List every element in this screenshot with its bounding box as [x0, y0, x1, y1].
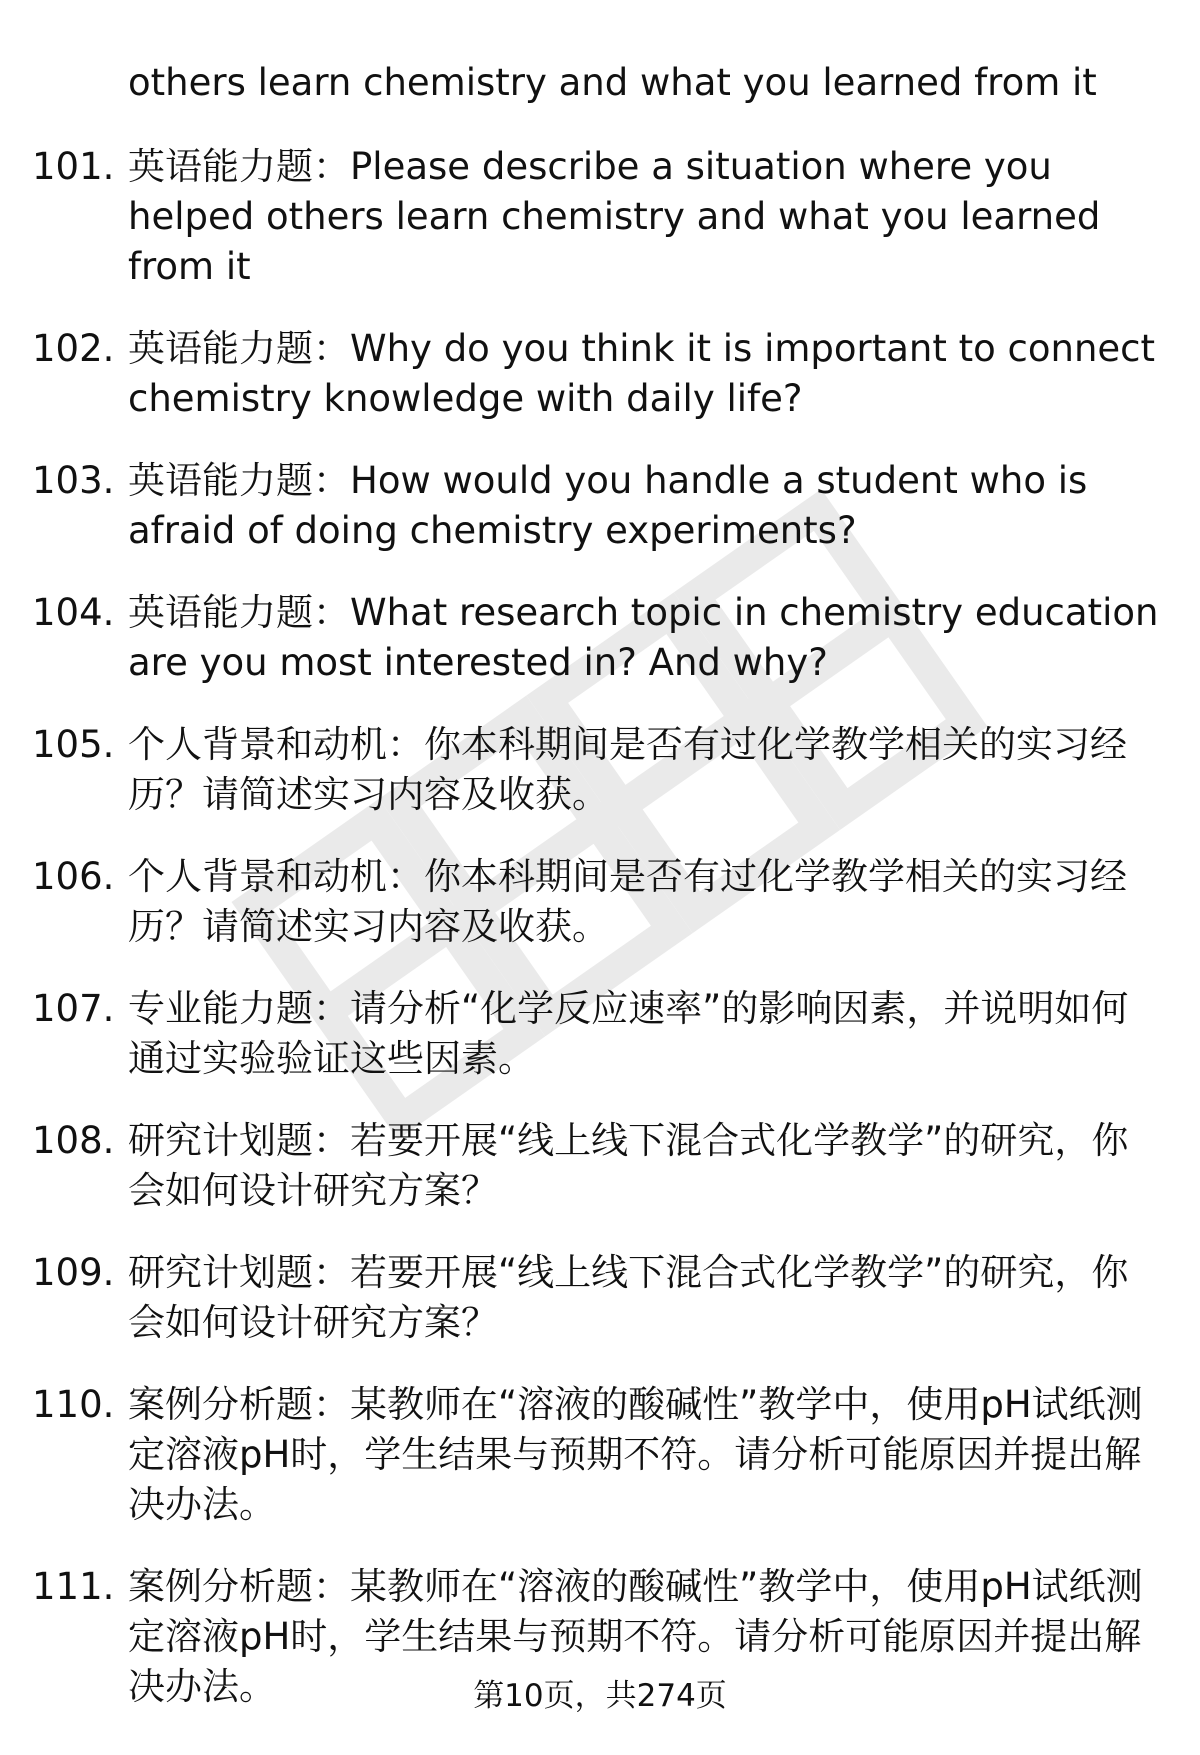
question-number: 107. — [32, 987, 115, 1030]
question-text: 研究计划题：若要开展“线上线下混合式化学教学”的研究，你会如何设计研究方案？ — [128, 1251, 1129, 1344]
question-text: 案例分析题：某教师在“溶液的酸碱性”教学中，使用pH试纸测定溶液pH时，学生结果与预期不符。请分析可能原因并提出解决办法。 — [128, 1565, 1143, 1708]
question-number: 106. — [32, 855, 115, 898]
question-item — [0, 1116, 1200, 1216]
question-list — [0, 142, 1200, 1744]
question-number: 105. — [32, 723, 115, 766]
question-number: 101. — [32, 145, 115, 188]
question-text: 个人背景和动机：你本科期间是否有过化学教学相关的实习经历？请简述实习内容及收获。 — [128, 855, 1127, 948]
question-number: 111. — [32, 1565, 115, 1608]
question-number: 108. — [32, 1119, 115, 1162]
question-text: 英语能力题：Why do you think it is important to connect chemistry knowledge with daily life? — [128, 327, 1156, 420]
question-text: 个人背景和动机：你本科期间是否有过化学教学相关的实习经历？请简述实习内容及收获。 — [128, 723, 1127, 816]
question-item — [0, 984, 1200, 1084]
question-text: 英语能力题：How would you handle a student who is afraid of doing chemistry experiments? — [128, 459, 1088, 552]
question-item — [0, 324, 1200, 424]
question-number: 102. — [32, 327, 115, 370]
question-item — [0, 588, 1200, 688]
question-item — [0, 852, 1200, 952]
question-item — [0, 456, 1200, 556]
question-item — [0, 1380, 1200, 1530]
question-item — [0, 720, 1200, 820]
question-number: 109. — [32, 1251, 115, 1294]
question-text: 案例分析题：某教师在“溶液的酸碱性”教学中，使用pH试纸测定溶液pH时，学生结果与预期不符。请分析可能原因并提出解决办法。 — [128, 1383, 1143, 1526]
question-number: 110. — [32, 1383, 115, 1426]
continuation-text: others learn chemistry and what you learned from it — [128, 61, 1097, 104]
question-text: 研究计划题：若要开展“线上线下混合式化学教学”的研究，你会如何设计研究方案？ — [128, 1119, 1129, 1212]
question-item — [0, 1248, 1200, 1348]
question-text: 英语能力题：What research topic in chemistry education are you most interested in? And why? — [128, 591, 1159, 684]
question-text: 英语能力题：Please describe a situation where you helped others learn chemistry and what you learned from it — [128, 145, 1101, 288]
question-number: 104. — [32, 591, 115, 634]
question-item — [0, 142, 1200, 292]
page-footer: 第10页，共274页 — [473, 1678, 727, 1714]
question-number: 103. — [32, 459, 115, 502]
question-text: 专业能力题：请分析“化学反应速率”的影响因素，并说明如何通过实验验证这些因素。 — [128, 987, 1129, 1080]
